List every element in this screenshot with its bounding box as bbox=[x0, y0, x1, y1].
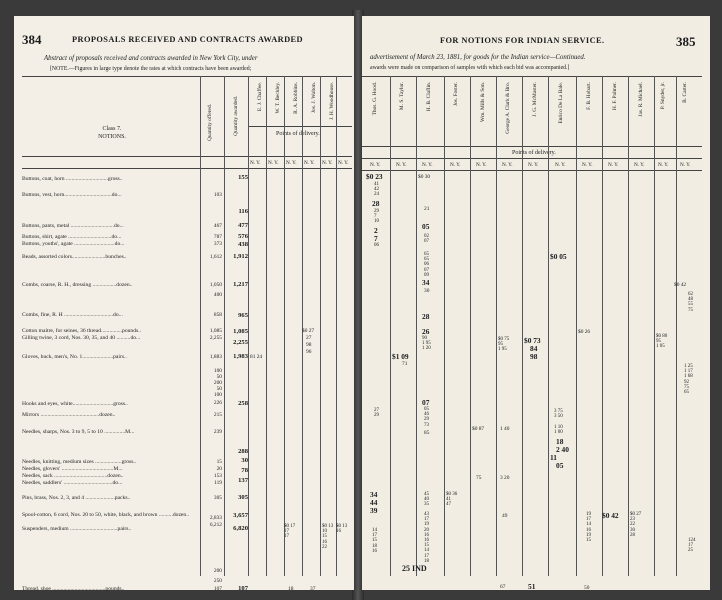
qty-offered: 1,612 bbox=[209, 254, 222, 260]
ny-label: N. Y. bbox=[476, 162, 487, 168]
bid-value: 06 bbox=[374, 243, 379, 248]
bidder-chaffee: E. J. Chaffee. bbox=[257, 82, 263, 112]
right-page-number: 385 bbox=[676, 34, 696, 49]
bid-value: 29 7 10 bbox=[374, 209, 379, 225]
qty-offered: 6,212 bbox=[209, 522, 222, 528]
qty-awarded: 438 bbox=[238, 241, 248, 248]
bid-value: $0 26 bbox=[578, 329, 591, 335]
item-label: Mirrors ..........................................dozen.. bbox=[22, 412, 116, 418]
bid-awarded: 28 bbox=[422, 312, 430, 321]
ny-label: N. Y. bbox=[396, 162, 407, 168]
bid-awarded: 18 bbox=[556, 437, 564, 446]
left-abstract-line: Abstract of proposals received and contracts awarded in New York City, under bbox=[44, 55, 258, 62]
bid-awarded: 2 bbox=[374, 226, 378, 235]
ny-label: N. Y. bbox=[680, 162, 691, 168]
bidder-snyder: P. Snyder, jr. bbox=[660, 82, 666, 110]
bid-value: 1 10 1 00 bbox=[554, 425, 563, 436]
bid-awarded: $0 73 bbox=[524, 336, 541, 345]
qty-offered: 15 bbox=[216, 459, 222, 465]
bid-awarded: 07 bbox=[422, 398, 430, 407]
qty-offered: 226 bbox=[213, 400, 222, 406]
ny-label: N. Y. bbox=[502, 162, 513, 168]
item-label: Needles, sharps, Nos. 3 to 9, 5 to 10 ...............M... bbox=[22, 429, 135, 435]
bidder-robbins: R. A. Robbins. bbox=[293, 82, 299, 114]
qty-awarded: 3,657 bbox=[233, 512, 248, 519]
left-page-number: 384 bbox=[22, 32, 42, 47]
right-note-line: awards were made on comparison of samples with which each bid was accompanied.] bbox=[370, 65, 570, 71]
item-label: Cotton maitre, for seines, 36 thread...............pounds.. bbox=[22, 328, 142, 334]
item-label: Hooks and eyes, white.............................gross.. bbox=[22, 401, 128, 407]
bid-value: 90 1 95 1 20 bbox=[422, 336, 431, 352]
bid-awarded: 51 bbox=[528, 582, 536, 591]
bidder-clark: George A. Clark & Bro. bbox=[505, 82, 511, 134]
left-points-of-delivery: Points of delivery. bbox=[276, 131, 320, 137]
qty-offered: 1,050 bbox=[209, 282, 222, 288]
ny-label: N. Y. bbox=[322, 160, 333, 166]
bid-value: 67 bbox=[500, 584, 506, 590]
ny-label: N. Y. bbox=[338, 160, 349, 166]
item-label: Gilling twine, 3 cord, Nos. 30, 35, and 40 ..........do... bbox=[22, 335, 141, 341]
bid-value: 27 bbox=[306, 335, 312, 341]
bidder-delabale: Enrico De La Bale. bbox=[558, 82, 564, 124]
bid-value: 05 46 29 73 bbox=[424, 407, 429, 428]
bid-value: 37 bbox=[310, 586, 316, 592]
ny-label: N. Y. bbox=[450, 162, 461, 168]
bid-awarded: 26 bbox=[422, 327, 430, 336]
bidder-michael: Jas. R. Michael. bbox=[638, 82, 644, 117]
bid-value: 41 42 24 bbox=[374, 182, 379, 198]
bid-value: 3 20 bbox=[500, 475, 510, 481]
bidder-beckley: W. T. Beckley. bbox=[275, 82, 281, 114]
bid-awarded: 7 bbox=[374, 234, 378, 243]
qty-offered: 50 bbox=[216, 374, 222, 380]
bidder-mills: Wm. Mills & Son. bbox=[480, 82, 486, 122]
item-label: Buttons, pants, metal ...............................do... bbox=[22, 223, 124, 229]
bidder-hobart: F. B. Hobart. bbox=[586, 82, 592, 110]
signature-mark: 25 IND bbox=[402, 564, 427, 573]
bid-value: $0 13 10 15 16 22 bbox=[322, 524, 334, 550]
bid-value: 45 40 35 bbox=[424, 492, 429, 508]
qty-awarded: 6,820 bbox=[233, 525, 248, 532]
qty-offered: 250 bbox=[213, 578, 222, 584]
class-heading: Class 7. bbox=[102, 126, 122, 132]
bid-awarded: 34 bbox=[370, 490, 378, 499]
bid-awarded: $1 09 bbox=[392, 352, 409, 361]
item-label: Suspenders, medium ..................................pairs.. bbox=[22, 526, 132, 532]
left-note-line: [NOTE.—Figures in large type denote the rates at which contracts have been awarded; bbox=[50, 66, 252, 72]
bid-value: $0 36 41 47 bbox=[446, 492, 458, 508]
bid-awarded: 11 bbox=[550, 453, 557, 462]
bid-value: $0 27 23 22 30 28 bbox=[630, 512, 642, 538]
qty-offered: 100 bbox=[213, 368, 222, 374]
qty-offered: 467 bbox=[213, 223, 222, 229]
bid-value: 65 65 06 07 09 bbox=[424, 252, 429, 278]
ny-label: N. Y. bbox=[250, 160, 261, 166]
qty-awarded: 477 bbox=[238, 222, 248, 229]
qty-awarded: 576 bbox=[238, 233, 248, 240]
bidder-claflin: H. B. Claflin. bbox=[426, 82, 432, 112]
bid-awarded: $0 42 bbox=[602, 511, 619, 520]
qty-awarded: 78 bbox=[241, 467, 248, 474]
qty-awarded: 965 bbox=[238, 312, 248, 319]
bid-value: 1 40 bbox=[500, 426, 510, 432]
qty-offered: 373 bbox=[213, 241, 222, 247]
bid-value: $0 87 bbox=[472, 426, 485, 432]
bid-awarded: $0 23 bbox=[366, 172, 383, 181]
ny-label: N. Y. bbox=[528, 162, 539, 168]
qty-offered: 2,833 bbox=[209, 515, 222, 521]
bid-awarded: 44 bbox=[370, 498, 378, 507]
bid-awarded: 05 bbox=[556, 461, 564, 470]
bid-awarded: 98 bbox=[530, 352, 538, 361]
bid-value: $0 80 95 1 05 bbox=[656, 334, 668, 350]
bid-value: 50 bbox=[584, 585, 590, 591]
qty-offered: 1,883 bbox=[209, 354, 222, 360]
item-label: Spool-cotton, 6 cord, Nos. 20 to 50, white, black, and brown ..........dozen.. bbox=[22, 512, 190, 518]
left-running-head: PROPOSALS RECEIVED AND CONTRACTS AWARDED bbox=[72, 35, 303, 44]
bid-value: 14 17 15 18 16 bbox=[372, 528, 377, 554]
item-label: Buttons, youths', agate .............................do... bbox=[22, 241, 125, 247]
qty-awarded: 305 bbox=[238, 494, 248, 501]
qty-offered: 20 bbox=[216, 466, 222, 472]
qty-offered: 200 bbox=[213, 380, 222, 386]
ny-label: N. Y. bbox=[268, 160, 279, 166]
right-running-head: FOR NOTIONS FOR INDIAN SERVICE. bbox=[440, 36, 605, 45]
bid-value: 21 bbox=[424, 206, 430, 212]
bid-awarded: 34 bbox=[422, 278, 430, 287]
bid-value: 18 bbox=[288, 586, 294, 592]
qty-offered: 100 bbox=[213, 392, 222, 398]
qty-offered: 305 bbox=[213, 495, 222, 501]
bid-value: 71 bbox=[402, 361, 408, 367]
bid-value: $0 30 bbox=[418, 174, 431, 180]
qty-awarded: 1,912 bbox=[233, 253, 248, 260]
bid-awarded: 84 bbox=[530, 344, 538, 353]
qty-awarded: 2,255 bbox=[233, 339, 248, 346]
qty-offered: 1,085 bbox=[209, 328, 222, 334]
bid-value: 02 07 bbox=[424, 234, 429, 245]
bid-value: 43 17 19 20 16 16 15 14 17 18 bbox=[424, 512, 429, 564]
bid-value: $0 75 95 1 95 bbox=[498, 337, 510, 353]
right-points-of-delivery: Points of delivery. bbox=[512, 150, 556, 156]
item-label: Combs, fine, R. H ...................................do... bbox=[22, 312, 123, 318]
bid-awarded: 2 40 bbox=[556, 445, 569, 454]
bid-value: 3 75 3 50 bbox=[554, 409, 563, 420]
qty-awarded: 1,983 bbox=[233, 353, 248, 360]
bid-awarded: $0 05 bbox=[550, 252, 567, 261]
ny-label: N. Y. bbox=[658, 162, 669, 168]
qty-offered: 215 bbox=[213, 412, 222, 418]
item-label: Needles, knitting, medium sizes ...................gross.. bbox=[22, 459, 137, 465]
qty-awarded: 30 bbox=[241, 457, 248, 464]
qty-offered: 119 bbox=[214, 480, 222, 486]
bidder-woodhouse: J. H. Woodhouse. bbox=[329, 82, 335, 120]
bid-value: $0 42 bbox=[674, 282, 687, 288]
qty-offered: 103 bbox=[213, 192, 222, 198]
bid-awarded: 28 bbox=[372, 199, 380, 208]
qty-offered: 50 bbox=[216, 386, 222, 392]
bid-value: 96 bbox=[306, 349, 312, 355]
item-label: Gloves, buck, men's, No. 1......................pairs.. bbox=[22, 354, 127, 360]
item-label: Needles, sack ......................................dozen.. bbox=[22, 473, 124, 479]
bidder-mcmaster: J. G. McMaster. bbox=[532, 82, 538, 117]
bid-value: 27 29 bbox=[374, 408, 379, 419]
class-subheading: NOTIONS. bbox=[98, 134, 126, 140]
right-page bbox=[362, 16, 710, 590]
bid-value: 85 bbox=[424, 430, 430, 436]
bidder-foster: Jos. Foster. bbox=[453, 82, 459, 107]
qty-awarded: 107 bbox=[238, 585, 248, 592]
ny-label: N. Y. bbox=[582, 162, 593, 168]
qty-awarded: 116 bbox=[238, 208, 248, 215]
qty-offered: 153 bbox=[213, 473, 222, 479]
ny-label: N. Y. bbox=[608, 162, 619, 168]
item-label: Beads, assorted colors........................bunches.. bbox=[22, 254, 127, 260]
ny-label: N. Y. bbox=[370, 162, 381, 168]
bid-value: $0 27 bbox=[302, 328, 315, 334]
qty-offered: 239 bbox=[213, 429, 222, 435]
bid-awarded: 05 bbox=[422, 222, 430, 231]
qty-offered: 858 bbox=[213, 312, 222, 318]
bidder-walton: Jos. J. Walton. bbox=[311, 82, 317, 114]
bid-value: 75 bbox=[476, 475, 482, 481]
item-label: Thread, shoe ......................................pounds.. bbox=[22, 586, 125, 592]
item-label: Pins, brass, Nos. 2, 3, and 4 .....................packs.. bbox=[22, 495, 131, 501]
item-label: Combs, coarse, R. H., dressing .................dozen.. bbox=[22, 282, 133, 288]
item-label: Needles, saddlers' ...................................do... bbox=[22, 480, 123, 486]
bid-value: 81 24 bbox=[250, 354, 263, 360]
bid-value: 98 bbox=[306, 342, 312, 348]
item-label: Buttons, shirt, agate ...............................do... bbox=[22, 234, 122, 240]
ny-label: N. Y. bbox=[634, 162, 645, 168]
bid-value: 62 48 55 75 bbox=[688, 292, 693, 313]
bidder-taylor: M. S. Taylor. bbox=[399, 82, 405, 111]
bid-value: 49 bbox=[502, 513, 508, 519]
bid-value: 1 25 1 17 1 68 92 75 65 bbox=[684, 364, 693, 396]
ny-label: N. Y. bbox=[286, 160, 297, 166]
item-label: Buttons, coat, horn ..............................gross.. bbox=[22, 176, 123, 182]
ny-label: N. Y. bbox=[555, 162, 566, 168]
bidder-palmer: H. F. Palmer. bbox=[612, 82, 618, 111]
qty-offered: 2,255 bbox=[209, 335, 222, 341]
qty-offered: 200 bbox=[213, 568, 222, 574]
left-page bbox=[14, 16, 354, 590]
bidder-carter: B. Carter. bbox=[682, 82, 688, 103]
qty-awarded: 137 bbox=[238, 477, 248, 484]
bid-value: 124 17 25 bbox=[688, 538, 696, 554]
bid-awarded: 39 bbox=[370, 506, 378, 515]
qty-awarded: 1,085 bbox=[233, 328, 248, 335]
qty-awarded: 155 bbox=[238, 174, 248, 181]
qty-offered: 787 bbox=[213, 234, 222, 240]
col-quantity-offered: Quantity offered. bbox=[207, 104, 213, 142]
bidder-hood: Thos. G. Hood. bbox=[372, 82, 378, 116]
item-label: Needles, glovers' .....................................M... bbox=[22, 466, 123, 472]
bid-value: 19 17 14 16 19 15 bbox=[586, 512, 591, 544]
qty-offered: 400 bbox=[213, 292, 222, 298]
item-label: Buttons, vest, horn..................................do... bbox=[22, 192, 122, 198]
qty-offered: 107 bbox=[213, 586, 222, 592]
ny-label: N. Y. bbox=[422, 162, 433, 168]
ny-label: N. Y. bbox=[304, 160, 315, 166]
qty-awarded: 258 bbox=[238, 400, 248, 407]
qty-awarded: 1,217 bbox=[233, 281, 248, 288]
qty-awarded: 288 bbox=[238, 448, 248, 455]
col-quantity-awarded: Quantity awarded. bbox=[233, 96, 239, 136]
bid-value: $0 13 16 bbox=[336, 524, 348, 535]
right-abstract-line: advertisement of March 23, 1881, for goods for the Indian service—Continued. bbox=[370, 54, 586, 61]
bid-value: 30 bbox=[424, 288, 430, 294]
bid-value: $0 17 17 17 bbox=[284, 524, 296, 540]
